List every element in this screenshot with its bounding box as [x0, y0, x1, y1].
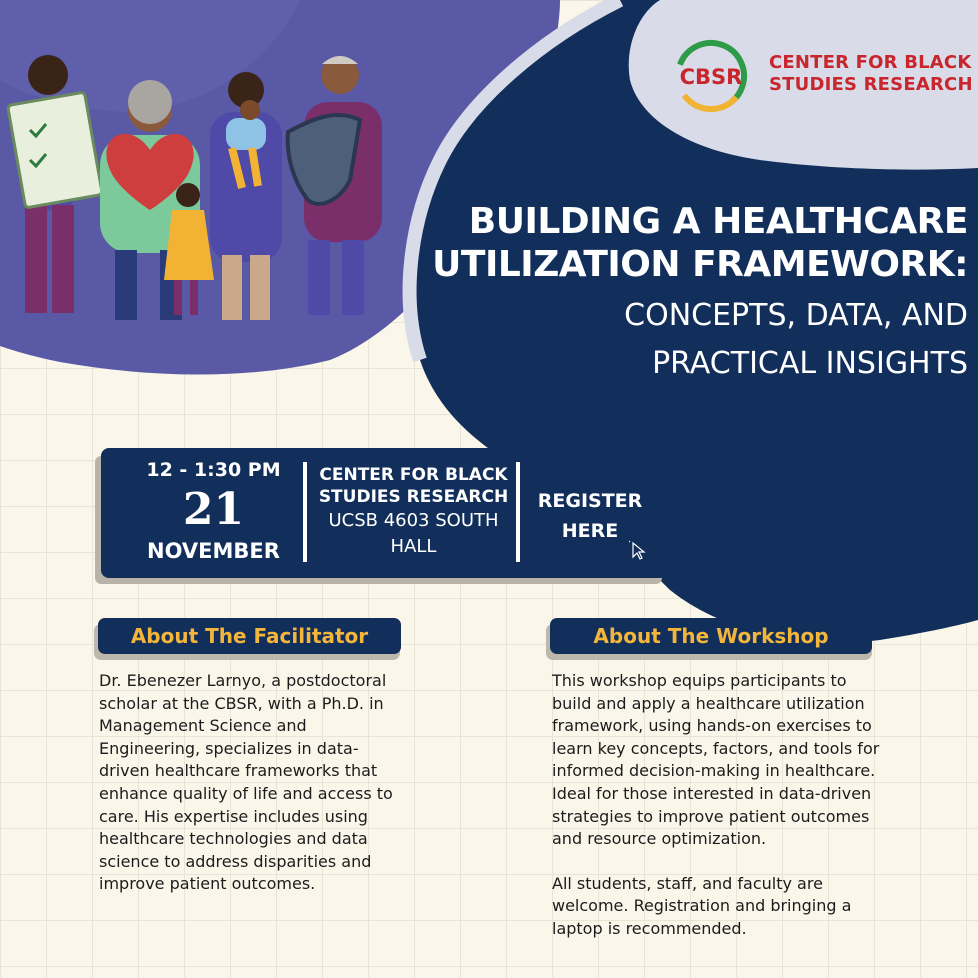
workshop-text-2: All students, staff, and faculty are welcome. Registration and bringing a laptop is recommended. — [552, 873, 852, 938]
title-line-2: UTILIZATION FRAMEWORK: — [432, 244, 968, 285]
event-month: NOVEMBER — [147, 539, 280, 563]
facilitator-bio: Dr. Ebenezer Larnyo, a postdoctoral scholar at the CBSR, with a Ph.D. in Management Science and Engineering, specializes in data-driven healthcare frameworks that enhance quality of life and access to care. His expertise includes using healthcare technologies and data science to address disparities and improve patient outcomes. — [99, 671, 393, 894]
family-healthcare-illustration — [0, 40, 400, 330]
event-location — [311, 464, 516, 560]
event-day: 21 — [182, 484, 245, 535]
location-name: CENTER FOR BLACK STUDIES RESEARCH — [318, 465, 509, 507]
divider — [303, 462, 307, 562]
title-line-1: BUILDING A HEALTHCARE — [468, 201, 968, 242]
workshop-heading: About The Workshop — [550, 618, 872, 654]
event-title — [408, 200, 968, 388]
workshop-description — [552, 670, 882, 941]
logo-name: CENTER FOR BLACK STUDIES RESEARCH — [769, 52, 973, 95]
event-date — [121, 458, 306, 564]
workshop-text-1: This workshop equips participants to build and apply a healthcare utilization framework, using hands-on exercises to learn key concepts, factors, and tools for informed decision-making in healthcare. Ideal for those interested in data-driven strategies to improve patient outcomes and resource optimization. — [552, 671, 880, 849]
location-address: UCSB 4603 SOUTH HALL — [328, 510, 499, 557]
cursor-icon — [629, 540, 651, 562]
logo-acronym: CBSR — [679, 65, 743, 89]
facilitator-heading: About The Facilitator — [98, 618, 401, 654]
title-line-3: CONCEPTS, DATA, AND — [624, 298, 968, 333]
event-info-box — [101, 448, 668, 578]
event-time: 12 - 1:30 PM — [146, 459, 281, 481]
title-line-4: PRACTICAL INSIGHTS — [652, 346, 968, 381]
cbsr-logo-mark — [673, 38, 749, 114]
register-link[interactable]: REGISTER HERE — [537, 490, 643, 542]
cbsr-logo — [673, 38, 973, 114]
